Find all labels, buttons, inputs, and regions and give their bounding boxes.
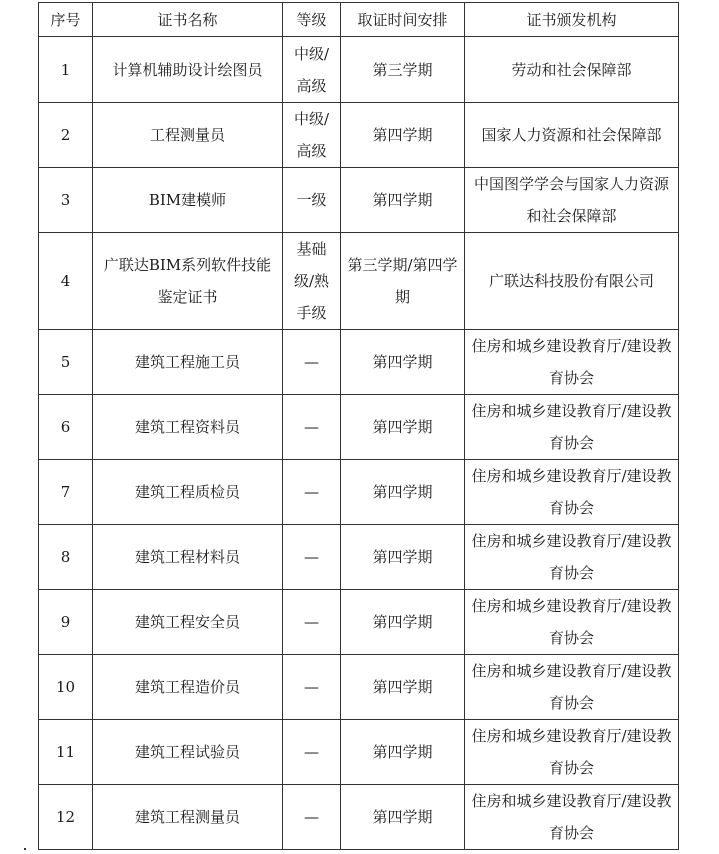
- cell-time: 第四学期: [341, 395, 465, 460]
- cell-time: 第三学期/第四学期: [341, 233, 465, 330]
- cell-time: 第三学期: [341, 37, 465, 103]
- cell-time: 第四学期: [341, 525, 465, 590]
- cell-name: 计算机辅助设计绘图员: [93, 37, 283, 103]
- cell-time: 第四学期: [341, 460, 465, 525]
- header-serial: 序号: [39, 3, 93, 37]
- cell-no: 5: [39, 330, 93, 395]
- table-row: [39, 168, 679, 233]
- cell-issuer: 劳动和社会保障部: [465, 37, 679, 103]
- cell-issuer: 住房和城乡建设教育厅/建设教育协会: [465, 655, 679, 720]
- cell-time: 第四学期: [341, 168, 465, 233]
- cell-issuer: 广联达科技股份有限公司: [465, 233, 679, 330]
- cell-issuer: 住房和城乡建设教育厅/建设教育协会: [465, 460, 679, 525]
- cell-level: —: [283, 460, 341, 525]
- cell-time: 第四学期: [341, 590, 465, 655]
- cell-issuer: 住房和城乡建设教育厅/建设教育协会: [465, 720, 679, 785]
- table-row: [39, 525, 679, 590]
- cell-name: 建筑工程施工员: [93, 330, 283, 395]
- cell-no: 2: [39, 103, 93, 168]
- cell-issuer: 住房和城乡建设教育厅/建设教育协会: [465, 785, 679, 850]
- table-row: [39, 785, 679, 850]
- table-row: [39, 37, 679, 103]
- cell-no: 11: [39, 720, 93, 785]
- cell-level: 中级/高级: [283, 103, 341, 168]
- cell-level: —: [283, 330, 341, 395]
- header-time: 取证时间安排: [341, 3, 465, 37]
- cell-no: 6: [39, 395, 93, 460]
- cell-level: —: [283, 395, 341, 460]
- cell-level: —: [283, 655, 341, 720]
- table-header-row: [39, 3, 679, 37]
- cell-issuer: 住房和城乡建设教育厅/建设教育协会: [465, 330, 679, 395]
- cell-level: 中级/高级: [283, 37, 341, 103]
- cell-issuer: 住房和城乡建设教育厅/建设教育协会: [465, 395, 679, 460]
- cell-level: 一级: [283, 168, 341, 233]
- cell-no: 9: [39, 590, 93, 655]
- cell-issuer: 国家人力资源和社会保障部: [465, 103, 679, 168]
- cell-issuer: 住房和城乡建设教育厅/建设教育协会: [465, 590, 679, 655]
- table-row: [39, 330, 679, 395]
- cell-name: 建筑工程测量员: [93, 785, 283, 850]
- cell-no: 3: [39, 168, 93, 233]
- table-row: [39, 460, 679, 525]
- cell-name: 建筑工程试验员: [93, 720, 283, 785]
- cell-name: 建筑工程质检员: [93, 460, 283, 525]
- cell-name: 建筑工程安全员: [93, 590, 283, 655]
- cell-level: 基础级/熟手级: [283, 233, 341, 330]
- cell-issuer: 住房和城乡建设教育厅/建设教育协会: [465, 525, 679, 590]
- table-row: [39, 655, 679, 720]
- cell-time: 第四学期: [341, 103, 465, 168]
- table-row: [39, 590, 679, 655]
- cell-level: —: [283, 720, 341, 785]
- stray-mark: [24, 848, 26, 850]
- table-row: [39, 233, 679, 330]
- table-row: [39, 720, 679, 785]
- cell-no: 12: [39, 785, 93, 850]
- cell-time: 第四学期: [341, 720, 465, 785]
- cell-name: 广联达BIM系列软件技能鉴定证书: [93, 233, 283, 330]
- cell-no: 8: [39, 525, 93, 590]
- cell-name: BIM建模师: [93, 168, 283, 233]
- cell-name: 工程测量员: [93, 103, 283, 168]
- cell-name: 建筑工程材料员: [93, 525, 283, 590]
- header-cert-name: 证书名称: [93, 3, 283, 37]
- cell-time: 第四学期: [341, 330, 465, 395]
- cell-level: —: [283, 590, 341, 655]
- header-level: 等级: [283, 3, 341, 37]
- cell-name: 建筑工程资料员: [93, 395, 283, 460]
- cell-name: 建筑工程造价员: [93, 655, 283, 720]
- table-row: [39, 395, 679, 460]
- header-issuer: 证书颁发机构: [465, 3, 679, 37]
- cell-no: 1: [39, 37, 93, 103]
- cell-no: 10: [39, 655, 93, 720]
- cell-level: —: [283, 785, 341, 850]
- cell-level: —: [283, 525, 341, 590]
- certificate-table: [38, 2, 679, 850]
- table-row: [39, 103, 679, 168]
- cell-time: 第四学期: [341, 655, 465, 720]
- cell-no: 7: [39, 460, 93, 525]
- cell-time: 第四学期: [341, 785, 465, 850]
- cell-issuer: 中国图学学会与国家人力资源和社会保障部: [465, 168, 679, 233]
- cell-no: 4: [39, 233, 93, 330]
